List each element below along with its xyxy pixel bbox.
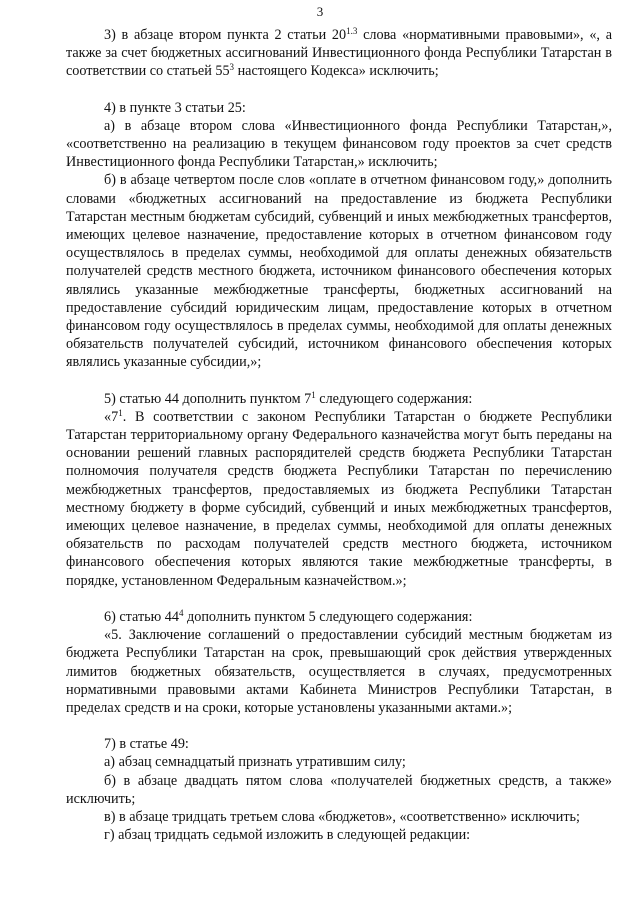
text-run: в) в абзаце тридцать третьем слова «бюджетов», «соответственно» исключить; bbox=[104, 808, 580, 825]
paragraph-p7 bbox=[66, 735, 612, 753]
paragraph-p5 bbox=[66, 390, 612, 408]
superscript: 1 bbox=[118, 407, 123, 418]
paragraph-p4 bbox=[66, 99, 612, 117]
paragraph-p6 bbox=[66, 608, 612, 626]
text-run: 3) в абзаце втором пункта 2 статьи 20 bbox=[104, 27, 347, 43]
superscript: 4 bbox=[178, 607, 184, 618]
text-run: б) в абзаце двадцать пятом слова «получателей бюджетных средств, а также» исключить; bbox=[66, 772, 612, 807]
text-run: г) абзац тридцать седьмой изложить в следующей редакции: bbox=[104, 827, 471, 844]
text-run: а) абзац семнадцатый признать утратившим силу; bbox=[104, 754, 406, 771]
paragraph-p7b bbox=[66, 772, 612, 808]
text-run: 6) статью 44 bbox=[104, 608, 179, 625]
text-run: 5) статью 44 дополнить пунктом 7 bbox=[104, 390, 312, 407]
paragraph-p7c bbox=[66, 808, 612, 826]
text-run: б) в абзаце четвертом после слов «оплате в отчетном финансовом году,» дополнить словами «бюджетных ассигнований на предоставление из бюджета Республики Татарстан местным бюджетам субсидий, субвенций и иных межбюджетных трансфертов, имеющих целевое назначение, предоставление которых в отчетном финансовом году осуществлялось в пределах суммы, необходимой для оплаты денежных обязательств получателей средств местного бюджета, источником финансового обеспечения которых являлись указанные межбюджетные трансферты, бюджетных ассигнований на предоставление субсидий юридическим лицам, предоставление которых в отчетном финансовом году осуществлялось в пределах суммы, необходимой для оплаты денежных обязательств получателей субсидий, источником финансового обеспечения которых являлись указанные субсидии,»; bbox=[66, 172, 612, 371]
text-run: следующего содержания: bbox=[315, 390, 473, 407]
superscript: 1.3 bbox=[346, 26, 358, 36]
text-run: «5. Заключение соглашений о предоставлении субсидий местным бюджетам из бюджета Республики Татарстан на срок, превышающий срок действия утвержденных лимитов бюджетных обязательств, осуществляется в случаях, предусмотренных нормативными правовыми актами Кабинета Министров Республики Татарстан, в пределах средств и на сроки, которые установлены указанными актами.»; bbox=[66, 627, 612, 716]
text-run: 7) в статье 49: bbox=[104, 736, 189, 753]
paragraph-p3 bbox=[66, 26, 612, 81]
text-run: . В соответствии с законом Республики Татарстан о бюджете Республики Татарстан территориальному органу Федерального казначейства могут быть переданы на основании решений главных распорядителей средств бюджета Республики Татарстан полномочия получателя средств бюджета Республики Татарстан по перечислению межбюджетных трансфертов, предоставляемых из бюджета Республики Татарстан местному бюджету в форме субсидий, субвенций и иных межбюджетных трансфертов, имеющих целевое назначение, в пределах суммы, необходимой для оплаты денежных обязательств по расходам получателей средств местного бюджета, источником финансового обеспечения которых являются такие межбюджетные трансферты, в порядке, установленном Федеральным казначейством.»; bbox=[66, 408, 612, 589]
paragraph-p7a bbox=[66, 753, 612, 771]
paragraph-p7d bbox=[66, 826, 612, 844]
page-number: 3 bbox=[316, 4, 324, 19]
text-run: настоящего Кодекса» исключить; bbox=[234, 63, 439, 80]
text-run: 4) в пункте 3 статьи 25: bbox=[104, 99, 246, 116]
text-run: слова «нормативными правовыми», «, а также за счет бюджетных ассигнований Инвестиционного фонда Республики Татарстан в соответствии со статьей 55 bbox=[66, 27, 612, 80]
text-run: дополнить пунктом 5 следующего содержания: bbox=[183, 608, 473, 625]
paragraph-p6q bbox=[66, 626, 612, 717]
paragraph-p4b bbox=[66, 171, 612, 371]
paragraph-p5q bbox=[66, 408, 612, 590]
document-body bbox=[66, 26, 612, 844]
paragraph-p4a bbox=[66, 117, 612, 172]
text-run: а) в абзаце втором слова «Инвестиционного фонда Республики Татарстан,», «соответственно на реализацию в текущем финансовом году проектов за счет средств Инвестиционного фонда Республики Татарстан,» исключить; bbox=[66, 117, 612, 171]
superscript: 3 bbox=[229, 62, 235, 73]
superscript: 1 bbox=[311, 389, 316, 400]
text-run: «7 bbox=[104, 408, 119, 425]
